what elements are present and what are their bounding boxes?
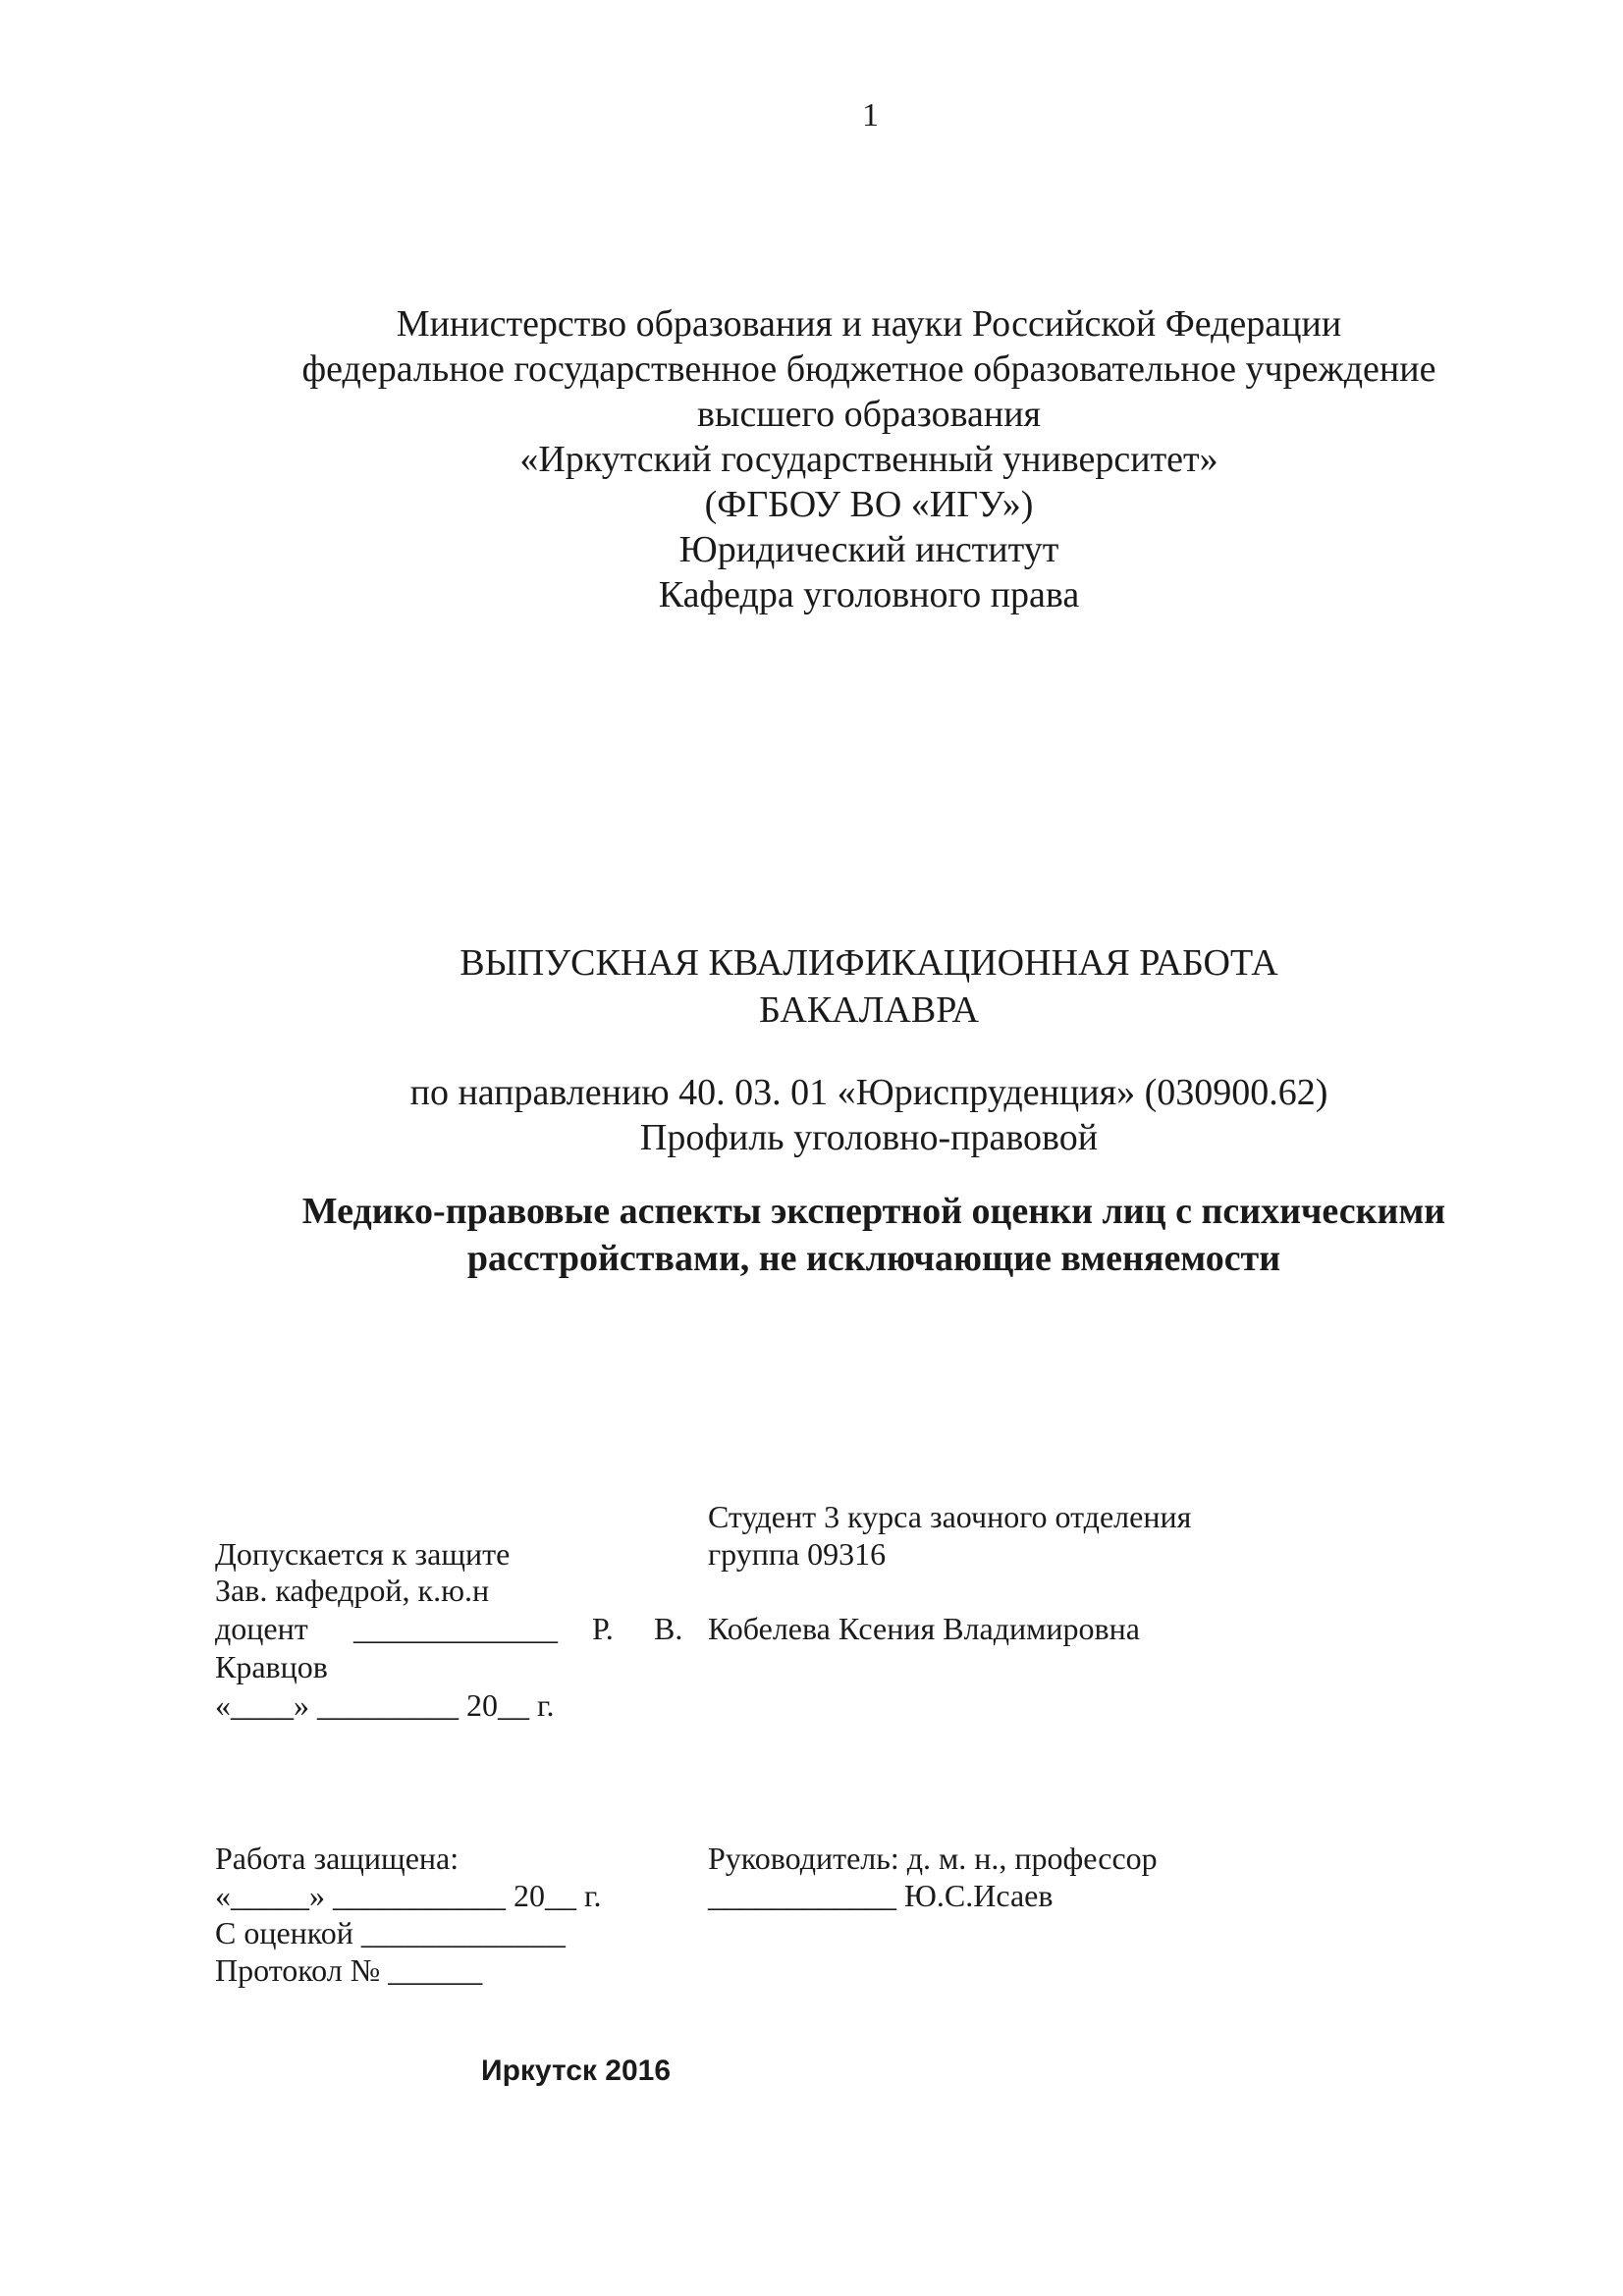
admission-date-line: «____» _________ 20__ г. [215, 1687, 555, 1723]
work-title-line-1: ВЫПУСКНАЯ КВАЛИФИКАЦИОННАЯ РАБОТА [460, 942, 1278, 984]
student-name: Кобелева Ксения Владимировна [708, 1611, 1140, 1646]
university-name-line: «Иркутский государственный университет» [519, 439, 1218, 480]
signature-blank: _____________ [353, 1611, 558, 1646]
student-group-line: группа 09316 [708, 1536, 887, 1572]
initial-r: Р. [592, 1611, 614, 1646]
student-course-line: Студент 3 курса заочного отделения [708, 1499, 1192, 1534]
education-level-line: высшего образования [696, 394, 1042, 435]
study-direction-line: по направлению 40. 03. 01 «Юриспруденция» (030900.62) [409, 1072, 1328, 1113]
thesis-topic [0, 1188, 1623, 1282]
work-title-line-2: БАКАЛАВРА [759, 989, 979, 1031]
study-profile-line: Профиль уголовно-правовой [639, 1117, 1099, 1158]
admission-label: Допускается к защите [215, 1536, 511, 1572]
grade-line: С оценкой _____________ [215, 1915, 566, 1950]
department-line: Кафедра уголовного права [658, 574, 1080, 615]
defense-label: Работа защищена: [215, 1841, 460, 1876]
institution-type-line: федеральное государственное бюджетное образовательное учреждение [301, 348, 1436, 390]
university-abbreviation-line: (ФГБОУ ВО «ИГУ») [704, 484, 1034, 525]
initial-v: В. [654, 1611, 683, 1646]
study-direction [0, 1070, 1623, 1160]
page-number: 1 [862, 97, 879, 133]
thesis-topic-line-2: расстройствами, не исключающие вменяемости [466, 1238, 1281, 1279]
institute-line: Юридический институт [678, 529, 1059, 570]
ministry-line: Министерство образования и науки Российской Федерации [396, 303, 1342, 345]
supervisor-title-line: Руководитель: д. м. н., профессор [708, 1841, 1158, 1876]
supervisor-signature-line: ____________ Ю.С.Исаев [708, 1878, 1054, 1913]
docent-label: доцент [215, 1611, 308, 1646]
head-of-department-label: Зав. кафедрой, к.ю.н [215, 1573, 490, 1608]
work-title [0, 939, 1623, 1034]
defense-date-line: «_____» ___________ 20__ г. [215, 1878, 602, 1913]
city-year: Иркутск 2016 [481, 2055, 672, 2087]
thesis-topic-line-1: Медико-правовые аспекты экспертной оценки лиц с психическими [301, 1191, 1446, 1232]
institution-header [0, 301, 1623, 617]
head-surname: Кравцов [215, 1649, 328, 1684]
protocol-line: Протокол № ______ [215, 1952, 483, 1988]
